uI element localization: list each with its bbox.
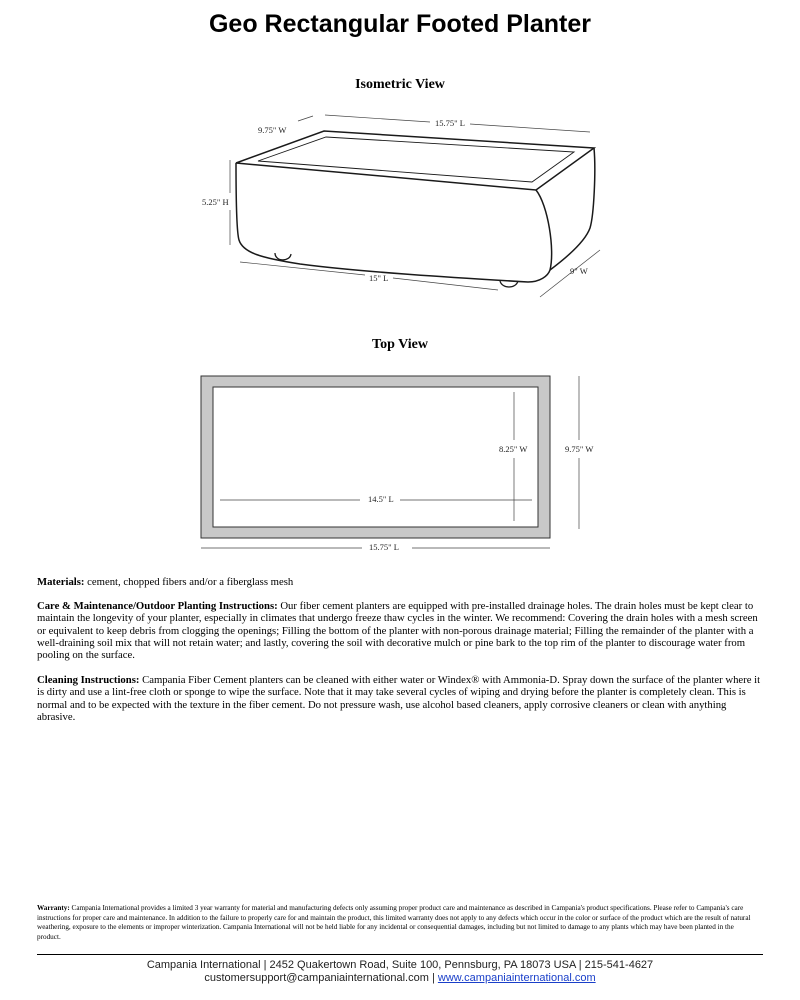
care-label: Care & Maintenance/Outdoor Planting Instructions: [37,600,278,612]
isometric-planter-drawing [236,131,595,287]
dim-top-length: 15.75" L [435,118,465,128]
dim-bottom-length: 15" L [369,273,389,283]
warranty-text: Campania International provides a limited 3 year warranty for material and manufacturing defects only assuming proper product care and maintenance as described in Campania's product specifications. Please refer to Campania's care instructions for proper care and maintenance. In addition to the failure to properly care for and maintain the product, this limited warranty does not apply to any defects which occur in the color or surface of the product which are the result of natural weathering, exposure to the elements or improper winterization. Campania International will not be held liable for any incidental or consequential damages, including but not limited to damage to any plants which may have been planted in the product. [37,904,751,941]
page-title: Geo Rectangular Footed Planter [208,10,591,38]
footer-email: customersupport@campaniainternational.com [204,972,429,984]
materials-label: Materials: [37,576,85,588]
care-text: Our fiber cement planters are equipped with pre-installed drainage holes. The drain holes must be kept clear to maintain the longevity of your planter, especially in climates that undergo freeze thaw cycles in the winter. We recommend: Covering the drain holes with a mesh screen or equivalent to keep debris from clogging the openings; Filling the bottom of the planter with non-porous drainage material; Filling the remainder of the planter with a well-draining soil mix that will not retain water; and lastly, covering the soil with decorative mulch or pine bark to the top rim of the planter to discourage water from pooling on the surface. [37,600,758,662]
dim-bottom-width: 9" W [570,266,588,276]
isometric-view-heading: Isometric View [355,77,445,92]
footer-divider [37,954,763,955]
warranty-paragraph [37,904,755,942]
cleaning-label: Cleaning Instructions: [37,674,140,686]
footer-address: Campania International | 2452 Quakertown Road, Suite 100, Pennsburg, PA 18073 USA | 215-541-4627 [146,959,654,971]
dim-height: 5.25" H [202,197,229,207]
warranty-label: Warranty: [37,904,70,912]
dim-inner-width: 8.25" W [499,444,528,454]
dim-outer-length: 15.75" L [369,542,399,552]
dim-top-width: 9.75" W [258,125,287,135]
dim-inner-length: 14.5" L [368,494,394,504]
footer-separator: | [428,972,438,984]
materials-text: cement, chopped fibers and/or a fiberglass mesh [84,576,294,588]
top-view-heading: Top View [372,337,428,352]
cleaning-paragraph [37,674,765,723]
dim-outer-width: 9.75" W [565,444,594,454]
care-paragraph [37,600,765,661]
cleaning-text: Campania Fiber Cement planters can be cleaned with either water or Windex® with Ammonia-D. Spray down the surface of the planter where it is dirty and use a lint-free cloth or sponge to wipe the surface. Note that it may take several cycles of wiping and drying before the planter is completely clean. This is normal and to be expected with the texture in the fiber cement. Do not pressure wash, use alcohol based cleaners, apply corrosive cleaners or clean with anything abrasive. [37,674,761,723]
top-view-drawing [201,376,550,538]
footer-contact [0,972,800,984]
materials-paragraph [37,576,765,588]
website-link[interactable]: www.campaniainternational.com [437,972,596,984]
